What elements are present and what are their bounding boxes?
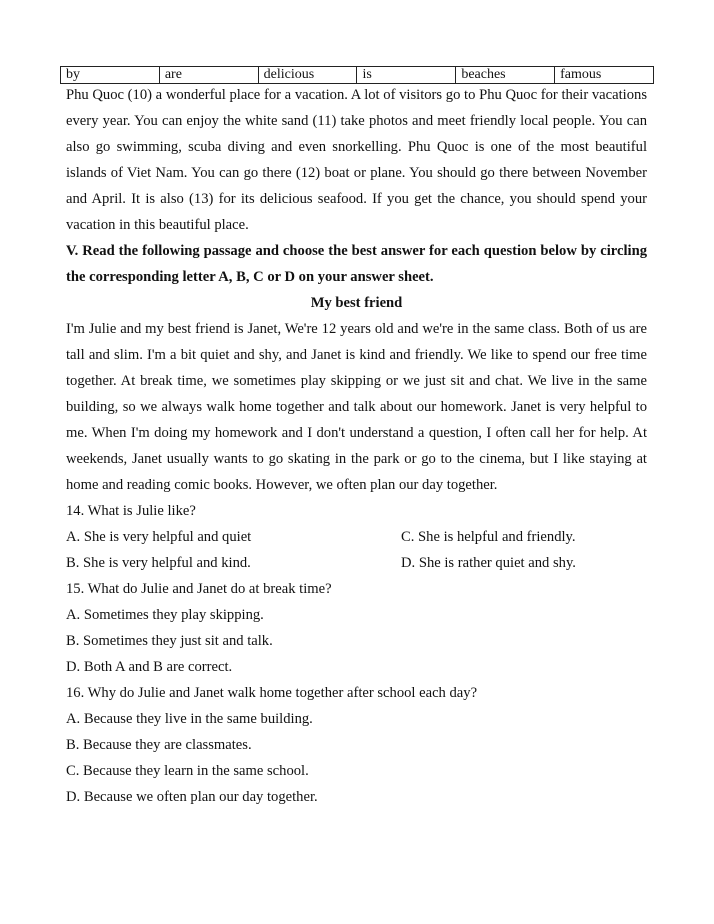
q16-option: C. Because they learn in the same school.	[66, 763, 309, 779]
q15-option: A. Sometimes they play skipping.	[66, 607, 264, 623]
q14-option-d: D. She is rather quiet and shy.	[401, 555, 576, 571]
word-bank-cell: delicious	[258, 67, 357, 84]
passage-title: My best friend	[310, 295, 403, 311]
word-bank-cell: is	[357, 67, 456, 84]
phu-quoc-passage: Phu Quoc (10) a wonderful place for a vacation. A lot of visitors go to Phu Quoc for their vacations every year. You can enjoy the white sand (11) take photos and meet friendly local people. You can also go swimming, scuba diving and even snorkelling. Phu Quoc is one of the most beautiful islands of Viet Nam. You can go there (12) boat or plane. You should go there between November and April. It is also (13) for its delicious seafood. If you get the chance, you should spend your vacation in this beautiful place.	[66, 87, 647, 233]
q14-option-c: C. She is helpful and friendly.	[401, 529, 576, 545]
question-16: 16. Why do Julie and Janet walk home together after school each day?	[66, 685, 478, 701]
question-15: 15. What do Julie and Janet do at break time?	[66, 581, 332, 597]
word-bank-cell: beaches	[456, 67, 555, 84]
document-body	[66, 82, 647, 810]
word-bank-cell: famous	[555, 67, 654, 84]
word-bank-row	[61, 67, 654, 84]
word-bank-cell: by	[61, 67, 160, 84]
q14-option-b: B. She is very helpful and kind.	[66, 555, 251, 571]
q15-option: D. Both A and B are correct.	[66, 659, 233, 675]
q16-option: B. Because they are classmates.	[66, 737, 252, 753]
q14-option-row	[66, 550, 647, 576]
q16-option: D. Because we often plan our day together.	[66, 789, 318, 805]
best-friend-passage: I'm Julie and my best friend is Janet, We're 12 years old and we're in the same class. Both of us are tall and slim. I'm a bit quiet and shy, and Janet is kind and friendly. We like to spend our free time together. At break time, we sometimes play skipping or we just sit and chat. We live in the same building, so we always walk home together and talk about our homework. Janet is very helpful to me. When I'm doing my homework and I don't understand a question, I often call her for help. At weekends, Janet usually wants to go skating in the park or go to the cinema, but I like staying at home and reading comic books. However, we often plan our day together.	[66, 321, 647, 493]
section-v-instruction: V. Read the following passage and choose the best answer for each question below by circling the corresponding letter A, B, C or D on your answer sheet.	[66, 243, 647, 285]
word-bank-cell: are	[159, 67, 258, 84]
question-14: 14. What is Julie like?	[66, 503, 196, 519]
q15-option: B. Sometimes they just sit and talk.	[66, 633, 273, 649]
q16-option: A. Because they live in the same building.	[66, 711, 313, 727]
q14-option-row	[66, 524, 647, 550]
q14-option-a: A. She is very helpful and quiet	[66, 529, 252, 545]
